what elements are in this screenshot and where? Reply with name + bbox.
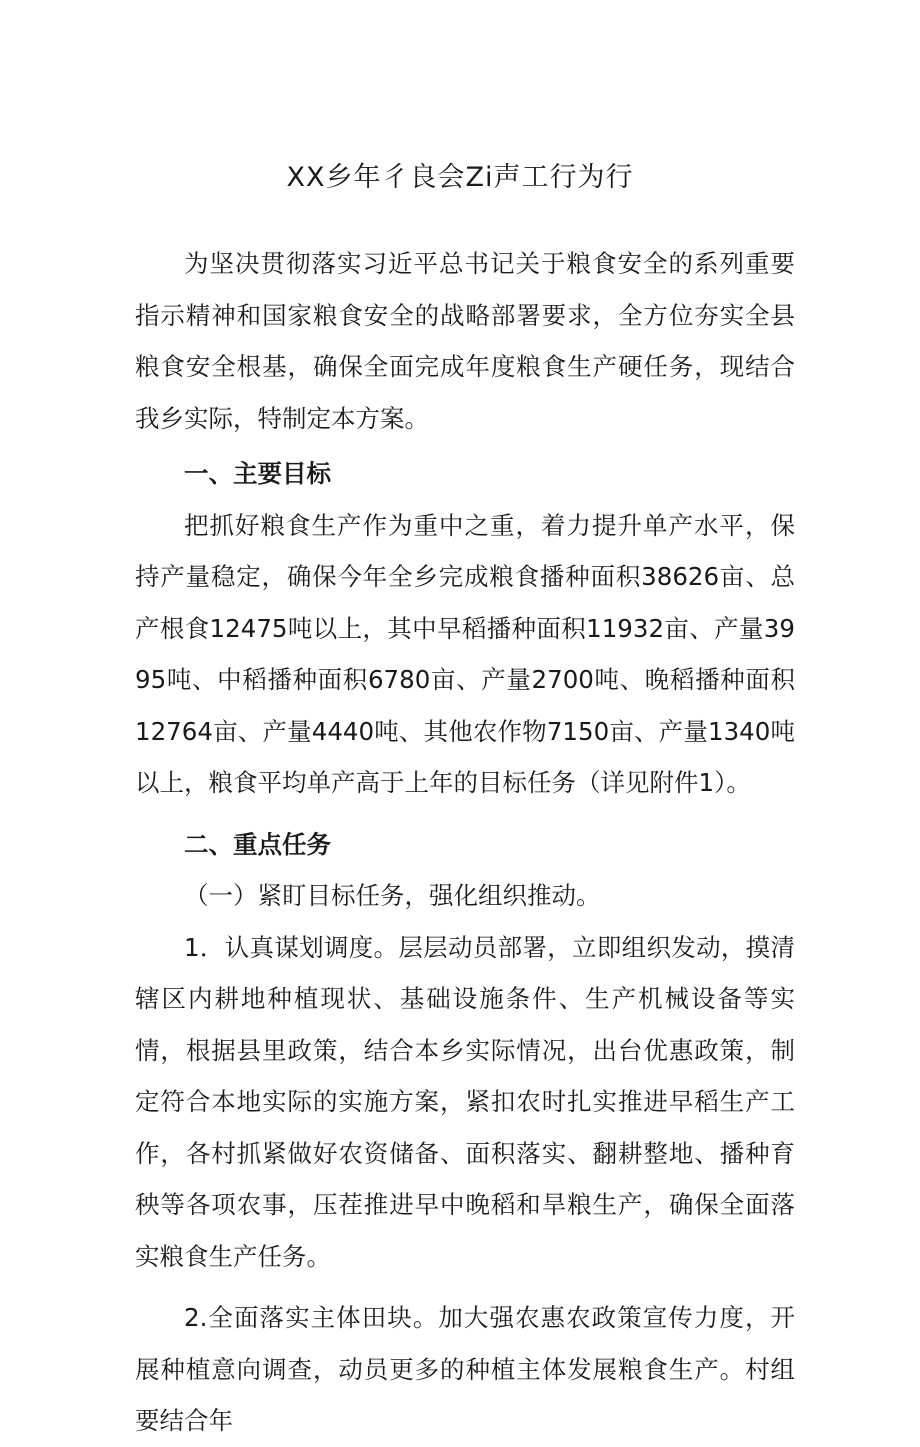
goal-paragraph: 把抓好粮食生产作为重中之重，着力提升单产水平，保持产量稳定，确保今年全乡完成粮食播种面积38626亩、总产根食12475吨以上，其中早稻播种面积11932亩、产量3995吨、中稻播种面积6780亩、产量2700吨、晚稻播种面积12764亩、产量4440吨、其他农作物7150亩、产量1340吨以上，粮食平均单产高于上年的目标任务（详见附件1）。 [135, 510, 795, 797]
intro-paragraph: 为坚决贯彻落实习近平总书记关于粮食安全的系列重要指示精神和国家粮食安全的战略部署要求，全方位夯实全县粮食安全根基，确保全面完成年度粮食生产硬任务，现结合我乡实际，特制定本方案。 [135, 249, 795, 433]
document-body [135, 238, 795, 1447]
section-heading-main-goals: 一、主要目标 [184, 459, 331, 488]
task-item-1: 1．认真谋划调度。层层动员部署，立即组织发动，摸清辖区内耕地种植现状、基础设施条件、生产机械设备等实情，根据县里政策，结合本乡实际情况，出台优惠政策，制定符合本地实际的实施方案，紧扣农时扎实推进早稻生产工作，各村抓紧做好农资储备、面积落实、翻耕整地、播种育秧等各项农事，压茬推进早中晚稻和旱粮生产，确保全面落实粮食生产任务。 [135, 932, 795, 1271]
task-item-2: 2.全面落实主体田块。加大强农惠农政策宣传力度，开展种植意向调查，动员更多的种植主体发展粮食生产。村组要结合年 [135, 1303, 795, 1435]
document-title: XX乡年彳良会Zi声工行为行 [286, 162, 634, 193]
section-heading-key-tasks: 二、重点任务 [184, 829, 331, 859]
subsection-heading-1: （一）紧盯目标任务，强化组织推动。 [184, 881, 601, 910]
